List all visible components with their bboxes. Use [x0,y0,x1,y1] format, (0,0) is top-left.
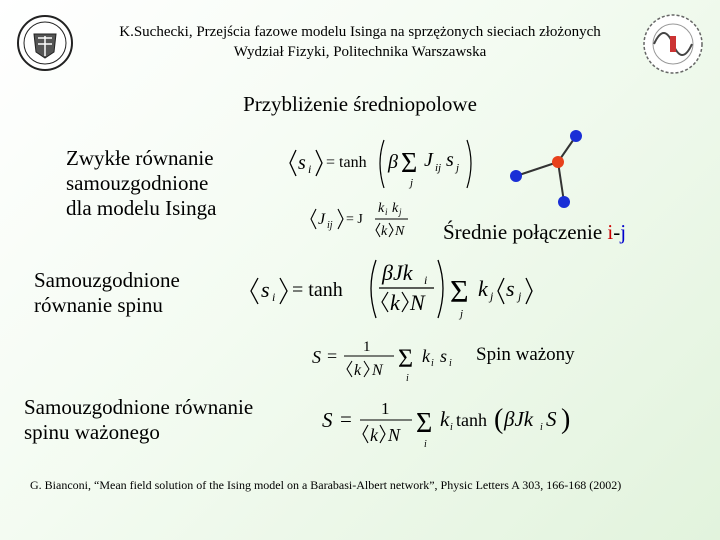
eq2-eq: = J [346,212,363,227]
edge-3 [558,162,564,202]
eq4-S: S [312,347,321,367]
eq2-num: k [378,201,385,216]
eq2-J: J [318,211,326,228]
header-line2: Wydział Fizyki, Politechnika Warszawska [233,44,487,60]
eq1-sumsub: j [410,177,414,189]
ising-label-line3: dla modelu Isinga [66,196,217,220]
eq2-numsub2: j [399,207,402,217]
eq5-arg: βJk [504,407,534,431]
eq5-k: k [440,407,450,431]
eq3-den: k [390,290,400,315]
equation-coupling [308,195,428,243]
eq4-ssub: i [449,358,452,369]
avg-connection-label [443,220,626,245]
eq5-sum: Σ [416,408,433,439]
spin-label-line1: Samouzgodnione [34,268,180,292]
eq1-Jsub: ij [435,162,442,174]
eq1-J: J [424,149,433,171]
eq5-denN: N [388,425,401,445]
fizyka-logo-right [640,12,706,76]
eq3-s2sub: j [518,289,522,303]
pw-logo-left [16,14,74,72]
eq5-lparen: ( [494,404,504,435]
eq4-s: s [440,346,448,366]
header-line1: K.Suchecki, Przejścia fazowe modelu Isinga na sprzężonych sieciach złożonych [119,24,601,40]
eq5-sumsub: i [424,439,427,450]
eq3-num: βJk [382,260,413,285]
header [90,22,630,62]
eq4-sum: Σ [398,344,414,373]
ising-label-line1: Zwykłe równanie [66,146,214,170]
eq2-Jsub: ij [327,220,333,231]
eq4-k: k [422,346,430,366]
eq3-k: k [478,276,488,301]
eq1-s2: s [446,149,454,171]
leaf-node-2 [510,170,522,182]
avg-connection-j: j [620,220,627,244]
equation-weighted-spin [310,334,470,386]
eq5-ksub: i [450,422,453,433]
leaf-node-3 [558,196,570,208]
reference-citation: G. Bianconi, “Mean field solution of the Ising model on a Barabasi-Albert network”, Physic Letters A 303, 166-168 (2002) [30,478,622,492]
weighted-label-line1: Samouzgodnione równanie [24,395,254,419]
avg-connection-i: i [607,220,614,244]
eq1-sum: Σ [401,148,418,179]
eq4-sumsub: i [406,373,409,384]
eq3-sum: Σ [450,273,469,309]
eq5-num: 1 [381,399,390,418]
eq5-den: k [370,425,378,445]
equation-ising [286,136,481,194]
eq1-sub: i [308,162,312,176]
eq4-eq: = [327,346,338,366]
ising-label-line2: samouzgodnione [66,171,209,195]
eq3-denN: N [410,290,425,315]
eq3-sub: i [272,290,276,304]
eq4-ksub: i [431,358,434,369]
ising-label [66,146,216,221]
avg-connection-text: Średnie połączenie [443,220,608,244]
weighted-label-line2: spinu ważonego [24,420,160,444]
leaf-node-1 [570,130,582,142]
eq3-s: s [261,277,270,302]
slide-title: Przybliżenie średniopolowe [243,92,477,116]
eq4-num: 1 [363,339,371,355]
eq1-eq: = tanh [326,154,367,171]
eq5-argsub: i [540,422,543,433]
spin-weighted-label: Spin ważony [476,344,575,365]
weighted-label [24,395,253,445]
eq3-sumsub: j [460,308,464,320]
eq2-numsub1: i [385,207,388,217]
eq5-S: S [322,408,333,432]
eq4-denN: N [372,362,383,379]
star-network-diagram [500,124,600,214]
eq5-rparen: ) [561,404,571,435]
eq2-denN: N [395,224,405,239]
spin-label [34,268,180,318]
eq1-beta: β [388,151,398,173]
eq3-ksub: j [490,289,494,303]
eq3-numsub: i [424,273,428,287]
eq5-argS: S [546,407,557,431]
eq5-eq: = [340,407,352,431]
equation-weighted-self-consistent [320,396,580,452]
eq5-tanh: tanh [456,410,487,430]
eq3-s2: s [506,276,515,301]
eq1-s: s [298,152,306,174]
equation-spin [246,254,546,322]
edge-2 [516,162,558,176]
eq1-s2sub: j [456,162,460,174]
spin-label-line2: równanie spinu [34,293,163,317]
eq2-num2: k [392,201,399,216]
avg-connection-dash: - [613,220,621,244]
eq4-den: k [354,362,362,379]
eq3-eq: = tanh [292,279,343,301]
eq2-den: k [381,224,388,239]
center-node [552,156,564,168]
